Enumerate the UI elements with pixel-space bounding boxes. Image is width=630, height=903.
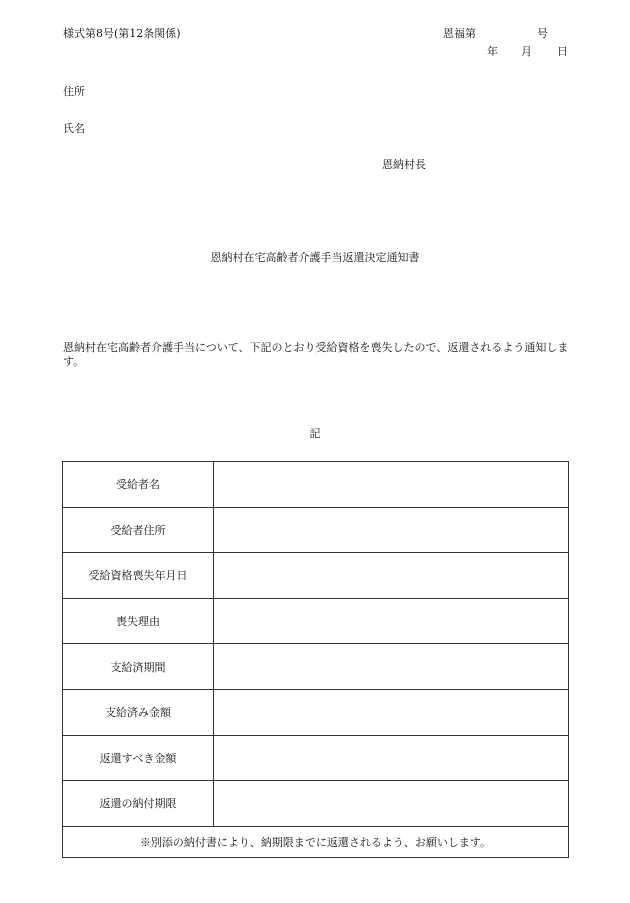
table-row [63, 462, 569, 508]
table-note-row [63, 826, 569, 857]
row-value-recipient-name [214, 462, 569, 508]
issuer-name: 恩納村長 [382, 158, 426, 171]
row-value-recipient-address [214, 507, 569, 553]
table-row [63, 644, 569, 690]
row-label-loss-date: 受給資格喪失年月日 [63, 553, 214, 599]
row-value-paid-period [214, 644, 569, 690]
row-label-recipient-address: 受給者住所 [63, 507, 214, 553]
date-month-label: 月 [521, 45, 532, 58]
reference-number-prefix: 恩福第 [443, 27, 476, 40]
document-title: 恩納村在宅高齢者介護手当返還決定通知書 [210, 251, 420, 264]
notice-body-text: 恩納村在宅高齢者介護手当について、下記のとおり受給資格を喪失したので、返還されるよう通知します。 [63, 341, 569, 368]
recipient-address-label: 住所 [63, 85, 85, 98]
recipient-name-label: 氏名 [63, 122, 85, 135]
row-value-loss-date [214, 553, 569, 599]
date-day-label: 日 [557, 45, 568, 58]
table-row [63, 689, 569, 735]
ki-heading: 記 [309, 427, 321, 440]
table-row [63, 598, 569, 644]
row-label-recipient-name: 受給者名 [63, 462, 214, 508]
table-row [63, 781, 569, 827]
reference-number-suffix: 号 [537, 27, 548, 40]
form-number: 様式第8号(第12条関係) [63, 27, 181, 40]
row-label-paid-amount: 支給済み金額 [63, 689, 214, 735]
table-row [63, 735, 569, 781]
refund-details-table [62, 461, 569, 858]
row-label-paid-period: 支給済期間 [63, 644, 214, 690]
table-row [63, 507, 569, 553]
row-value-paid-amount [214, 689, 569, 735]
row-value-refund-amount [214, 735, 569, 781]
date-year-label: 年 [487, 45, 498, 58]
row-value-payment-deadline [214, 781, 569, 827]
table-row [63, 553, 569, 599]
row-label-payment-deadline: 返還の納付期限 [63, 781, 214, 827]
row-label-refund-amount: 返還すべき金額 [63, 735, 214, 781]
row-label-loss-reason: 喪失理由 [63, 598, 214, 644]
row-value-loss-reason [214, 598, 569, 644]
payment-note: ※別添の納付書により、納期限までに返還されるよう、お願いします。 [63, 826, 569, 857]
